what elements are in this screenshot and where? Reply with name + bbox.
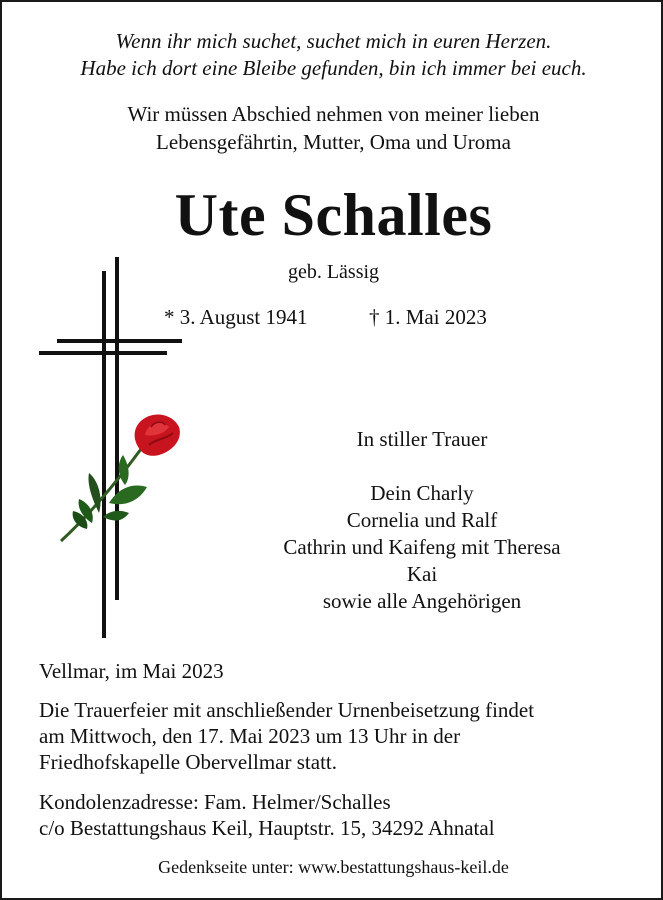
ceremony-info: [39, 697, 639, 775]
ceremony-line-2: am Mittwoch, den 17. Mai 2023 um 13 Uhr in der: [39, 724, 461, 748]
mourners-spacer: [257, 453, 587, 480]
mourner-line: Dein Charly: [370, 481, 474, 505]
condolence-line-2: c/o Bestattungshaus Keil, Hauptstr. 15, 34292 Ahnatal: [39, 816, 495, 840]
ceremony-line-3: Friedhofskapelle Obervellmar statt.: [39, 750, 337, 774]
cross-icon: [37, 255, 197, 640]
mourners-block: [257, 426, 587, 615]
mourner-line: sowie alle Angehörigen: [322, 589, 522, 613]
deceased-name: Ute Schalles: [174, 182, 493, 248]
mourner-line: Cathrin und Kaifeng mit Theresa: [283, 535, 561, 559]
intro-line-2: Lebensgefährtin, Mutter, Oma und Uroma: [156, 130, 511, 154]
intro-text: [2, 100, 663, 156]
place-date: Vellmar, im Mai 2023: [39, 659, 224, 683]
motto-verse: [2, 28, 663, 82]
birth-name: geb. Lässig: [287, 261, 380, 283]
mourner-line: Kai: [406, 562, 438, 586]
ceremony-line-1: Die Trauerfeier mit anschließender Urnenbeisetzung findet: [39, 698, 535, 722]
memorial-page-link: Gedenkseite unter: www.bestattungshaus-keil.de: [158, 857, 509, 877]
motto-line-1: Wenn ihr mich suchet, suchet mich in euren Herzen.: [115, 29, 552, 53]
death-date: † 1. Mai 2023: [369, 305, 487, 329]
rose-icon: [61, 415, 180, 541]
mourners-heading: In stiller Trauer: [356, 427, 488, 451]
birth-date: * 3. August 1941: [164, 305, 308, 329]
mourner-line: Cornelia und Ralf: [346, 508, 498, 532]
condolence-line-1: Kondolenzadresse: Fam. Helmer/Schalles: [39, 790, 391, 814]
motto-line-2: Habe ich dort eine Bleibe gefunden, bin ich immer bei euch.: [80, 56, 587, 80]
intro-line-1: Wir müssen Abschied nehmen von meiner lieben: [127, 102, 540, 126]
condolence-address: [39, 789, 639, 841]
